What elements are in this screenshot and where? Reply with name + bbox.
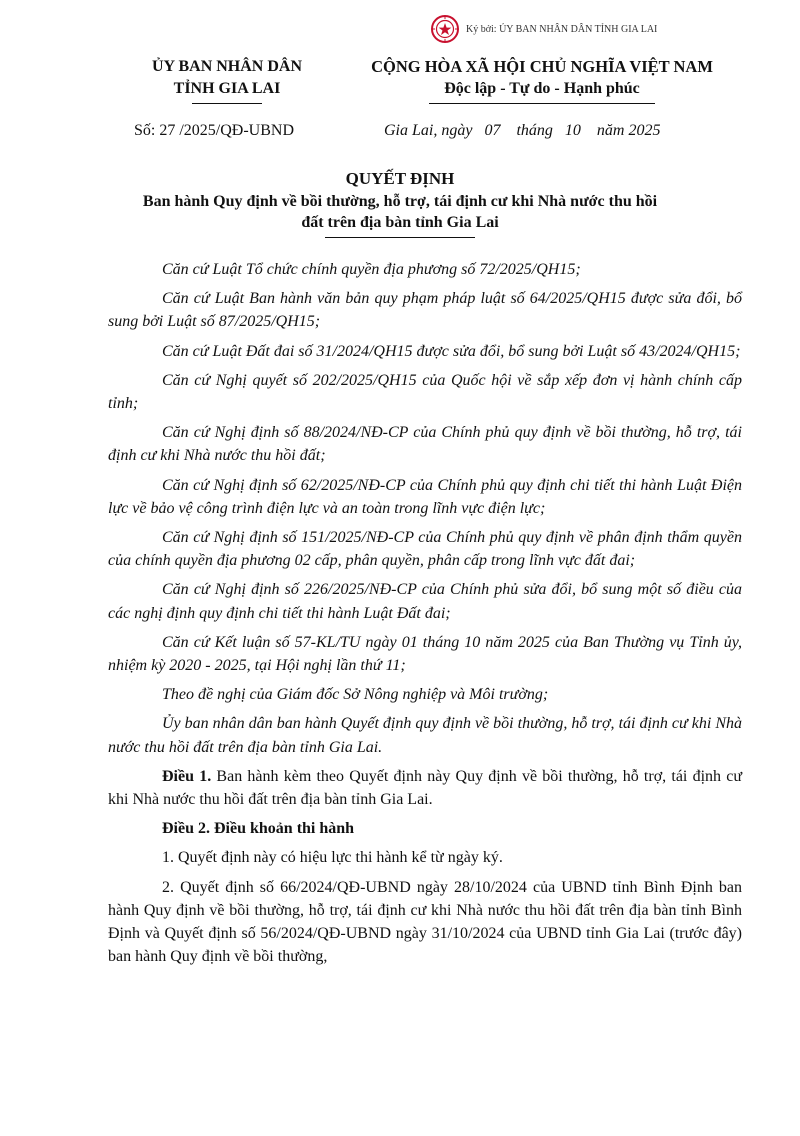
signature-label: Ký bởi: ỦY BAN NHÂN DÂN TỈNH GIA LAI <box>466 23 658 35</box>
issuing-agency <box>136 56 318 104</box>
document-subtitle: Ban hành Quy định về bồi thường, hỗ trợ, tái định cư khi Nhà nước thu hồi đất trên địa bàn tỉnh Gia Lai <box>142 193 658 231</box>
article-2-clause-2: 2. Quyết định số 66/2024/QĐ-UBND ngày 28/10/2024 của UBND tỉnh Bình Định ban hành Quy định về bồi thường, hỗ trợ, tái định cư khi Nhà nước thu hồi đất trên địa bàn tỉnh Bình Định và Quyết định số 56/2024/QĐ-UBND ngày 31/10/2024 của UBND tỉnh Gia Lai (trước đây) ban hành Quy định về bồi thường, <box>108 878 742 966</box>
national-motto: Độc lập - Tự do - Hạnh phúc <box>444 80 640 97</box>
agency-line-1: ỦY BAN NHÂN DÂN <box>151 58 303 75</box>
proposal-line: Theo đề nghị của Giám đốc Sở Nông nghiệp và Môi trường; <box>162 686 549 704</box>
legal-basis-1: Căn cứ Luật Tổ chức chính quyền địa phương số 72/2025/QH15; <box>162 261 581 278</box>
document-body <box>108 258 742 974</box>
nation-name: CỘNG HÒA XÃ HỘI CHỦ NGHĨA VIỆT NAM <box>371 57 713 76</box>
legal-basis-8: Căn cứ Nghị định số 226/2025/NĐ-CP của Chính phủ sửa đổi, bổ sung một số điều của các nghị định quy định chi tiết thi hành Luật Đất đai; <box>108 581 742 622</box>
article-2-clause-1: 1. Quyết định này có hiệu lực thi hành kể từ ngày ký. <box>162 849 503 867</box>
legal-basis-6: Căn cứ Nghị định số 62/2025/NĐ-CP của Chính phủ quy định chi tiết thi hành Luật Điện lực về bảo vệ công trình điện lực và an toàn trong lĩnh vực điện lực; <box>108 476 742 517</box>
seal-icon <box>430 14 460 44</box>
document-type: QUYẾT ĐỊNH <box>345 169 455 188</box>
legal-basis-3: Căn cứ Luật Đất đai số 31/2024/QH15 được sửa đổi, bổ sung bởi Luật số 43/2024/QH15; <box>162 342 741 360</box>
digital-signature <box>430 14 657 44</box>
title-underline <box>325 237 475 238</box>
decision-statement: Ủy ban nhân dân ban hành Quyết định quy định về bồi thường, hỗ trợ, tái định cư khi Nhà nước thu hồi đất trên địa bàn tỉnh Gia Lai. <box>108 715 742 756</box>
article-2-heading: Điều 2. Điều khoản thi hành <box>162 820 355 838</box>
number-date-line <box>0 122 800 146</box>
agency-underline <box>192 103 262 104</box>
legal-basis-4: Căn cứ Nghị quyết số 202/2025/QH15 của Quốc hội về sắp xếp đơn vị hành chính cấp tỉnh; <box>108 371 742 413</box>
article-1-label: Điều 1. <box>162 767 212 785</box>
issue-date: Gia Lai, ngày 07 tháng 10 năm 2025 <box>384 122 661 139</box>
national-title <box>356 56 728 104</box>
document-title <box>0 168 800 238</box>
legal-basis-9: Căn cứ Kết luận số 57-KL/TU ngày 01 tháng 10 năm 2025 của Ban Thường vụ Tỉnh ủy, nhiệm kỳ 2020 - 2025, tại Hội nghị lần thứ 11; <box>108 633 742 675</box>
document-number: Số: 27 /2025/QĐ-UBND <box>134 122 295 139</box>
legal-basis-5: Căn cứ Nghị định số 88/2024/NĐ-CP của Chính phủ quy định về bồi thường, hỗ trợ, tái định cư khi Nhà nước thu hồi đất; <box>108 424 742 465</box>
legal-basis-2: Căn cứ Luật Ban hành văn bản quy phạm pháp luật số 64/2025/QH15 được sửa đổi, bổ sung bởi Luật số 87/2025/QH15; <box>108 290 742 331</box>
motto-underline <box>429 103 655 104</box>
legal-basis-7: Căn cứ Nghị định số 151/2025/NĐ-CP của Chính phủ quy định về phân định thẩm quyền của chính quyền địa phương 02 cấp, phân quyền, phân cấp trong lĩnh vực đất đai; <box>108 529 742 570</box>
article-1 <box>108 765 742 811</box>
document-header <box>0 56 800 108</box>
agency-line-2: TỈNH GIA LAI <box>173 80 281 97</box>
article-1-text: Ban hành kèm theo Quyết định này Quy định về bồi thường, hỗ trợ, tái định cư khi Nhà nước thu hồi đất trên địa bàn tỉnh Gia Lai. <box>108 767 743 809</box>
